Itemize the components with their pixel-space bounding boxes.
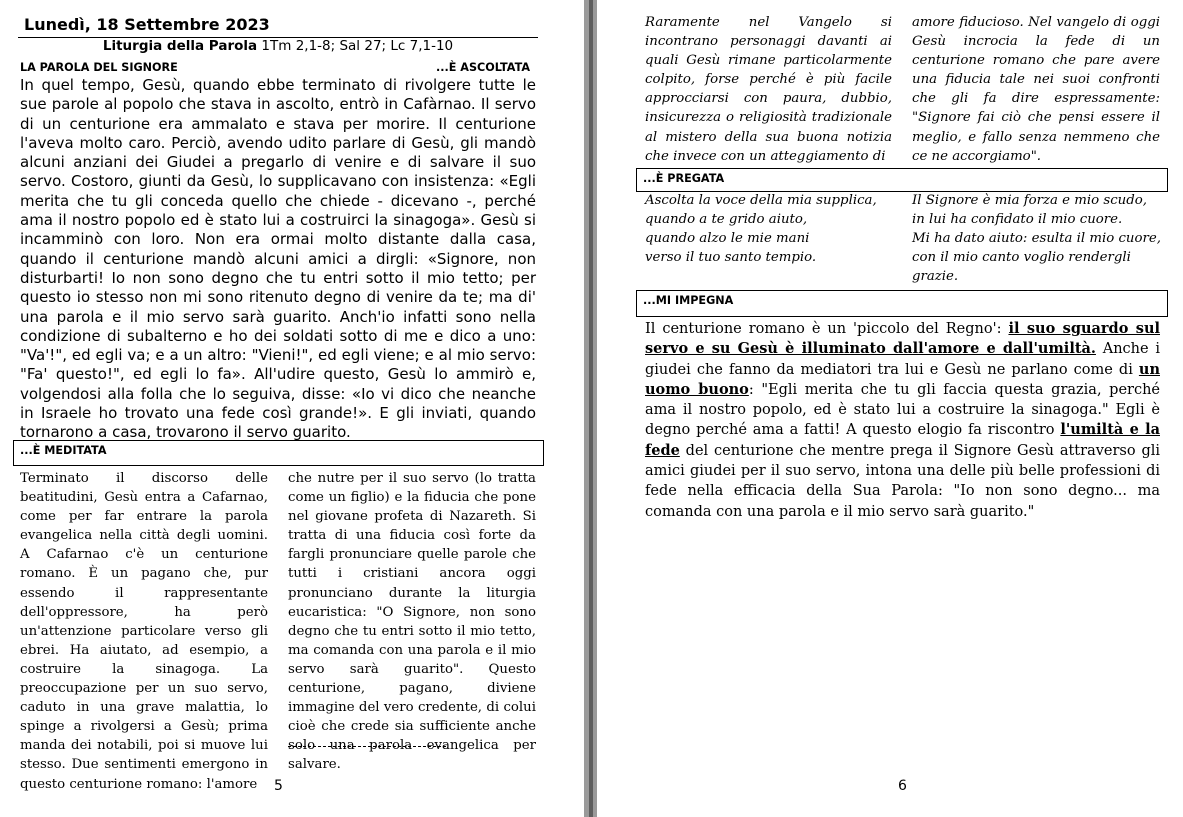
psalm-left: Ascolta la voce della mia supplica, quando a te grido aiuto, quando alzo le mie mani verso il tuo santo tempio. bbox=[645, 193, 877, 265]
section-header-word bbox=[20, 61, 534, 74]
meditation-col4: amore fiducioso. Nel vangelo di oggi Gesù incrocia la fede di un centurione romano che pare avere una fiducia tale nei suoi confronti che gli fa dire espressamente: "Signore fai ciò che pensi essere il meglio, e fallo senza nemmeno che ce ne accorgiamo". bbox=[912, 15, 1160, 164]
section-meditated-label: ...È MEDITATA bbox=[20, 444, 107, 457]
page-number: 6 bbox=[898, 778, 907, 794]
liturgy-refs: 1Tm 2,1-8; Sal 27; Lc 7,1-10 bbox=[261, 38, 454, 54]
section-prayed-label: ...È PREGATA bbox=[643, 172, 725, 185]
section-prayed-box bbox=[636, 168, 1168, 192]
liturgy-title: Liturgia della Parola bbox=[102, 38, 258, 54]
section-word-label: LA PAROLA DEL SIGNORE bbox=[20, 61, 178, 74]
commit-part2: Anche i giudei che fanno da mediatori tra lui e Gesù ne parlano come di bbox=[645, 341, 1160, 378]
liturgy-line bbox=[18, 38, 538, 54]
meditation-col3: Raramente nel Vangelo si incontrano personaggi davanti ai quali Gesù rimane particolarmente colpito, forse perché è più facile approcciarsi con paura, dubbio, insicurezza o religiosità tradizionale al mistero della sua buona notizia che invece con un atteggiamento di bbox=[645, 15, 892, 164]
commit-part4: del centurione che mentre prega il Signore Gesù attraverso gli amici giudei per il suo servo, intona una delle più belle professioni di fede nella efficacia della Sua Parola: "Io non sono degno... ma comanda con una parola e il mio servo sarà guarito." bbox=[645, 442, 1160, 520]
meditation-col2: che nutre per il suo servo (lo tratta come un figlio) e la fiducia che pone nel giovane profeta di Nazareth. Si tratta di una fiducia così forte da fargli pronunciare quelle parole che tutti i cristiani ancora oggi pronunciano durante la liturgia eucaristica: "O Signore, non sono degno che tu entri sotto il mio tetto, ma comanda con una parola e il mio servo sarà guarito". Questo centurione, pagano, diviene immagine del vero credente, di colui cioè che crede sia sufficiente anche solo una parola evangelica per salvare. bbox=[288, 471, 536, 773]
commit-highlight1: il suo sguardo sul servo e su Gesù è illuminato dall'amore e dall'umiltà. bbox=[645, 320, 1160, 358]
page-number: 5 bbox=[274, 778, 283, 794]
page-right bbox=[597, 0, 1183, 817]
psalm-right: Il Signore è mia forza e mio scudo, in lui ha confidato il mio cuore. Mi ha dato aiuto: esulta il mio cuore, con il mio canto voglio rendergli grazie. bbox=[912, 193, 1161, 284]
page-date: Lunedì, 18 Settembre 2023 bbox=[24, 15, 270, 34]
section-commits-box bbox=[636, 290, 1168, 317]
section-listened-label: ...È ASCOLTATA bbox=[436, 61, 530, 74]
meditation-col1: Terminato il discorso delle beatitudini, Gesù entra a Cafarnao, come per far entrare la parola evangelica nella città degli uomini. A Cafarnao c'è un centurione romano. È un pagano che, pur essendo il rappresentante dell'oppressore, ha però un'attenzione particolare verso gli ebrei. Ha aiutato, ad esempio, a costruire la sinagoga. La preoccupazione per un suo servo, caduto in una grave malattia, lo spinge a rivolgersi a Gesù; prima manda dei notabili, poi si muove lui stesso. Due sentimenti emergono in questo centurione romano: l'amore bbox=[20, 471, 268, 792]
commit-highlight3: l'umiltà e la fede bbox=[645, 421, 1160, 459]
page-left bbox=[0, 0, 584, 817]
gospel-text: In quel tempo, Gesù, quando ebbe terminato di rivolgere tutte le sue parole al popolo che stava in ascolto, entrò in Cafàrnao. Il servo di un centurione era ammalato e stava per morire. Il centurione l'aveva molto caro. Perciò, avendo udito parlare di Gesù, gli mandò alcuni anziani dei Giudei a pregarlo di venire e di salvare il suo servo. Costoro, giunti da Gesù, lo supplicavano con insistenza: «Egli merita che tu gli conceda quello che chiede - dicevano -, perché ama il nostro popolo ed è stato lui a costruirci la sinagoga». Gesù si incamminò con loro. Non era ormai molto distante dalla casa, quando il centurione mandò alcuni amici a dirgli: «Signore, non disturbarti! Io non sono degno che tu entri sotto il mio tetto; per questo io stesso non mi sono ritenuto degno di venire da te; ma di' una parola e il mio servo sarà guarito. Anch'io infatti sono nella condizione di subalterno e ho dei soldati sotto di me e dico a uno: "Va'!", ed egli va; e a un altro: "Vieni!", ed egli viene; e al mio servo: "Fa' questo!", ed egli lo fa». All'udire questo, Gesù lo ammirò e, volgendosi alla folla che lo seguiva, disse: «Io vi dico che neanche in Israele ho trovato una fede così grande!». E gli inviati, quando tornarono a casa, trovarono il servo guarito. bbox=[20, 76, 536, 442]
commitment-text bbox=[645, 319, 1160, 522]
page-separator bbox=[589, 0, 593, 817]
commit-highlight2: un uomo buono bbox=[645, 360, 1160, 398]
commit-part3: : "Egli merita che tu gli faccia questa grazia, perché ama il nostro popolo, ed è stato lui a costruire la sinagoga." Egli è degno perché ama a fatti! A questo elogio fa riscontro bbox=[645, 381, 1161, 439]
section-meditated-box bbox=[13, 440, 544, 466]
commit-part1: Il centurione romano è un 'piccolo del Regno': bbox=[645, 321, 1009, 337]
meditation-end-rule bbox=[288, 746, 446, 747]
section-commits-label: ...MI IMPEGNA bbox=[643, 294, 734, 307]
